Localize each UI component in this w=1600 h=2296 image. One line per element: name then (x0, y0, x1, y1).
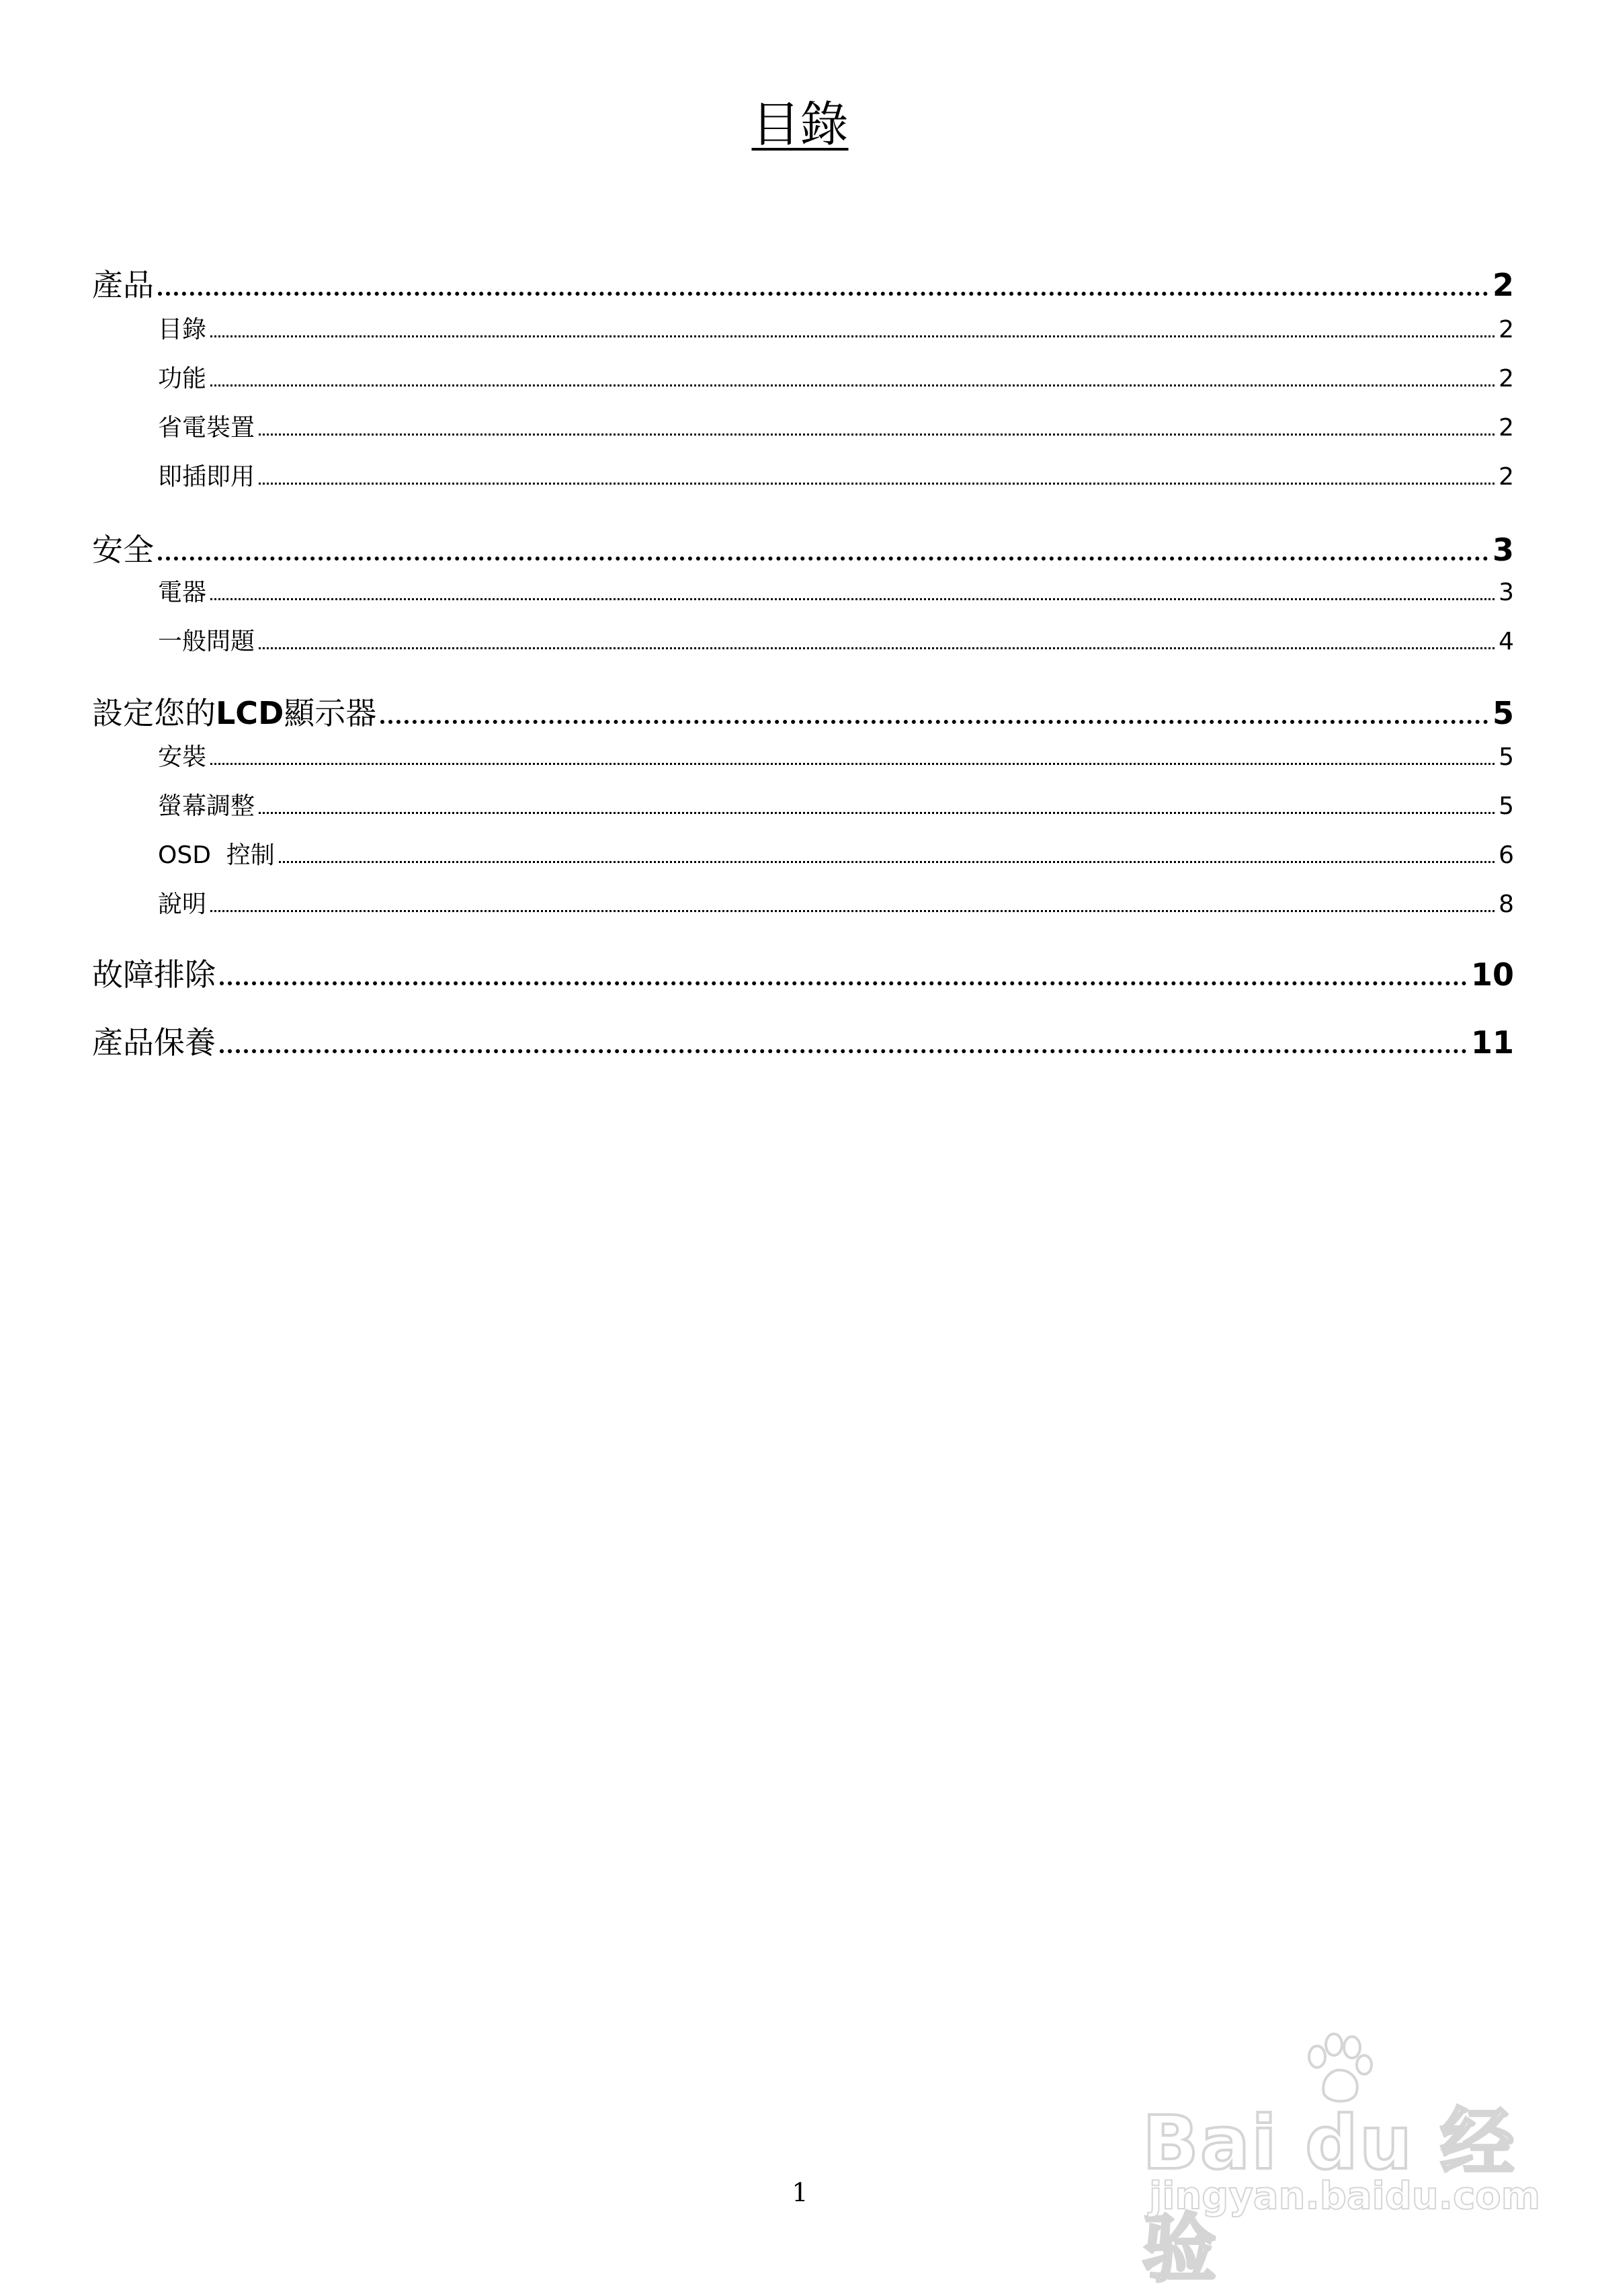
toc-entry-maintenance[interactable] (92, 1018, 1514, 1063)
toc-entry-electrical[interactable] (158, 573, 1514, 608)
dot-leader (210, 384, 1494, 386)
toc-page: 2 (1499, 414, 1514, 442)
dot-leader (158, 557, 1488, 561)
page-number: 1 (792, 2178, 808, 2207)
toc-entry-screen-adjust[interactable] (158, 787, 1514, 821)
toc-entry-products[interactable] (92, 261, 1514, 305)
toc-label: 即插即用 (158, 463, 255, 491)
toc-label: 產品保養 (92, 1024, 216, 1061)
page-title (0, 94, 1600, 155)
toc-entry-safety[interactable] (92, 526, 1514, 570)
dot-leader (259, 434, 1494, 436)
toc-label-bold: LCD (216, 695, 284, 731)
dot-leader (259, 647, 1494, 649)
toc-label: 說明 (158, 891, 207, 918)
toc-label: 故障排除 (92, 956, 216, 993)
dot-leader (210, 598, 1494, 600)
toc-label (92, 689, 376, 733)
toc-label: 省電裝置 (158, 414, 255, 442)
toc-page: 5 (1492, 695, 1514, 731)
dot-leader (210, 910, 1494, 912)
dot-leader (259, 483, 1494, 485)
toc-page: 10 (1470, 956, 1514, 993)
dot-leader (220, 981, 1467, 985)
toc-page: 2 (1499, 316, 1514, 343)
watermark-sub: jingyan.baidu.com (1149, 2174, 1541, 2218)
toc-page: 5 (1499, 743, 1514, 771)
toc-page: 6 (1499, 842, 1514, 869)
toc-page: 4 (1499, 628, 1514, 655)
dot-leader (158, 292, 1488, 296)
toc-label: 產品 (92, 267, 154, 303)
toc-label: 安裝 (158, 743, 207, 771)
toc-entry-description[interactable] (158, 885, 1514, 919)
toc-entry-features[interactable] (158, 360, 1514, 394)
watermark-main: Bai du 经验 (1142, 2100, 1516, 2292)
dot-leader (279, 861, 1494, 863)
title-text: 目錄 (751, 96, 849, 153)
toc-label: 一般問題 (158, 628, 255, 655)
toc-label: 安全 (92, 532, 154, 568)
toc-entry-contents[interactable] (158, 311, 1514, 345)
toc-entry-osd-control[interactable] (158, 836, 1514, 870)
dot-leader (210, 763, 1494, 765)
dot-leader (259, 812, 1494, 814)
toc-entry-general[interactable] (158, 622, 1514, 657)
toc-page: 5 (1499, 792, 1514, 820)
toc-page: 3 (1499, 579, 1514, 606)
toc-label: 目錄 (158, 316, 207, 343)
toc-page: 2 (1499, 365, 1514, 393)
toc-page: 8 (1499, 891, 1514, 918)
dot-leader (210, 335, 1494, 337)
toc-label: 電器 (158, 579, 207, 606)
toc-page: 2 (1499, 463, 1514, 491)
dot-leader (220, 1049, 1467, 1053)
toc-label: OSD 控制 (158, 842, 275, 869)
dot-leader (380, 720, 1488, 724)
toc-entry-setup-lcd[interactable] (92, 689, 1514, 733)
toc-label-post: 顯示器 (284, 695, 377, 731)
toc-entry-plug-and-play[interactable] (158, 458, 1514, 492)
toc-entry-installation[interactable] (158, 738, 1514, 772)
toc-label: 功能 (158, 365, 207, 393)
toc-entry-troubleshooting[interactable] (92, 950, 1514, 995)
toc-label: 螢幕調整 (158, 792, 255, 820)
toc-entry-power-saving[interactable] (158, 409, 1514, 443)
toc-page: 2 (1492, 267, 1514, 303)
toc-label-pre: 設定您的 (92, 695, 216, 731)
toc-page: 11 (1470, 1024, 1514, 1061)
toc-page: 3 (1492, 532, 1514, 568)
